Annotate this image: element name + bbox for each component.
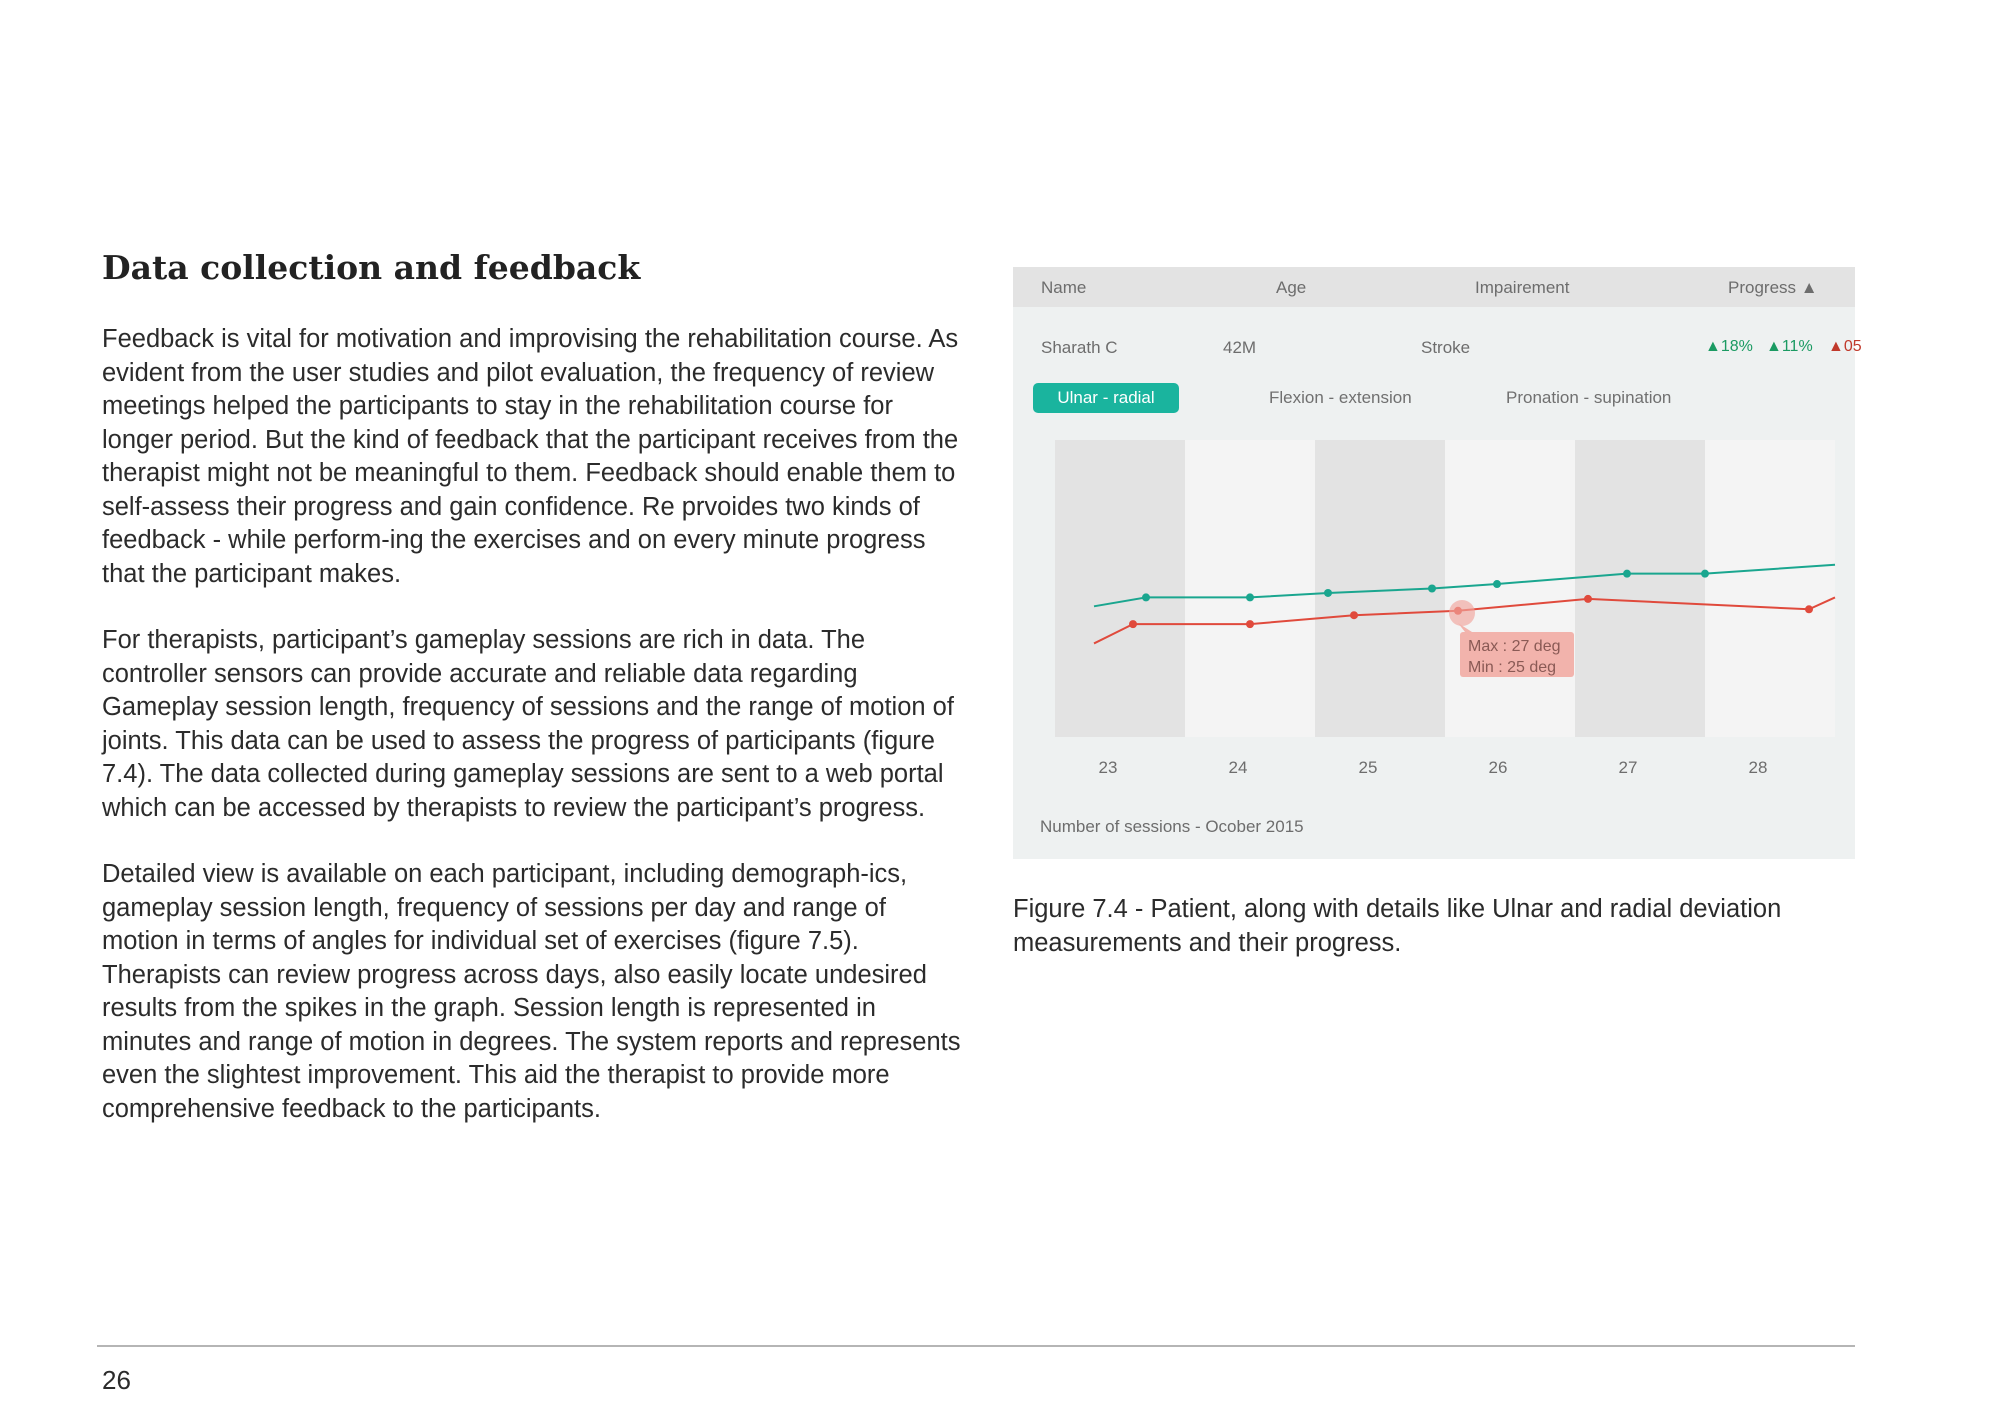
patient-name: Sharath C	[1041, 338, 1118, 357]
data-point[interactable]	[1623, 570, 1631, 578]
column-header-name[interactable]: Name	[1041, 278, 1087, 297]
tooltip-max: Max : 27 deg	[1468, 638, 1561, 655]
tooltip-highlight	[1449, 600, 1475, 626]
tab-flexion-extension[interactable]: Flexion - extension	[1269, 388, 1412, 407]
tab-ulnar-radial[interactable]: Ulnar - radial	[1033, 383, 1179, 413]
column-header-age[interactable]: Age	[1276, 278, 1307, 297]
x-tick-label: 25	[1358, 758, 1378, 777]
section-heading: Data collection and feedback	[102, 248, 641, 287]
figure-caption: Figure 7.4 - Patient, along with details like Ulnar and radial deviation measurements and their progress.	[1013, 895, 1782, 957]
patient-dashboard	[1013, 267, 1862, 859]
data-point[interactable]	[1350, 611, 1358, 619]
data-point[interactable]	[1428, 585, 1436, 593]
data-point[interactable]	[1246, 620, 1254, 628]
tab-pronation-supination[interactable]: Pronation - supination	[1506, 388, 1672, 407]
column-header-progress[interactable]: Progress ▲	[1728, 278, 1818, 297]
x-tick-label: 26	[1488, 758, 1508, 777]
paragraph: Feedback is vital for motivation and improvising the rehabilitation course. As evident from the user studies and pilot evaluation, the frequency of review meetings helped the participants to stay in the rehabilitation course for longer period. But the kind of feedback that the participant receives from the therapist might not be meaningful to them. Feedback should enable them to self-assess their progress and gain confidence. Re prvoides two kinds of feedback - while perform-ing the exercises and on every minute progress that the participant makes.	[102, 325, 959, 588]
data-point[interactable]	[1805, 605, 1813, 613]
progress-badge: ▲11%	[1766, 338, 1813, 355]
body-text	[102, 323, 962, 1159]
paragraph: For therapists, participant’s gameplay sessions are rich in data. The controller sensors can provide accurate and reliable data regarding Gameplay session length, frequency of sessions and the range of motion of joints. This data can be used to assess the progress of participants (figure 7.4). The data collected during gameplay sessions are sent to a web portal which can be accessed by therapists to review the participant’s progress.	[102, 626, 954, 822]
chart-band	[1705, 440, 1835, 737]
x-tick-label: 27	[1618, 758, 1638, 777]
chart-band	[1445, 440, 1575, 737]
footer-divider	[97, 1345, 1855, 1347]
x-tick-label: 23	[1098, 758, 1118, 777]
data-point[interactable]	[1701, 570, 1709, 578]
x-tick-label: 24	[1228, 758, 1248, 777]
paragraph: Detailed view is available on each participant, including demograph-ics, gameplay session length, frequency of sessions per day and range of motion in terms of angles for individual set of exercises (figure 7.5). Therapists can review progress across days, also easily locate undesired results from the spikes in the graph. Session length is represented in minutes and range of motion in degrees. The system reports and represents even the slightest improvement. This aid the therapist to provide more comprehensive feedback to the participants.	[102, 860, 961, 1123]
chart-band	[1185, 440, 1315, 737]
data-point[interactable]	[1493, 580, 1501, 588]
data-point[interactable]	[1324, 589, 1332, 597]
data-point[interactable]	[1129, 620, 1137, 628]
patient-impairment: Stroke	[1421, 338, 1471, 357]
chart-band	[1575, 440, 1705, 737]
data-point[interactable]	[1142, 593, 1150, 601]
x-tick-label: 28	[1748, 758, 1768, 777]
progress-badge: ▲18%	[1705, 338, 1753, 355]
data-point[interactable]	[1584, 595, 1592, 603]
page-number: 26	[102, 1365, 131, 1395]
patient-age: 42M	[1223, 338, 1257, 357]
column-header-impairment[interactable]: Impairement	[1475, 278, 1570, 297]
progress-badge: ▲05	[1828, 338, 1862, 355]
tooltip-min: Min : 25 deg	[1468, 659, 1557, 676]
chart-band	[1055, 440, 1185, 737]
range-of-motion-chart[interactable]	[1013, 267, 1855, 859]
data-point[interactable]	[1246, 593, 1254, 601]
x-axis-title: Number of sessions - Ocober 2015	[1040, 817, 1304, 836]
